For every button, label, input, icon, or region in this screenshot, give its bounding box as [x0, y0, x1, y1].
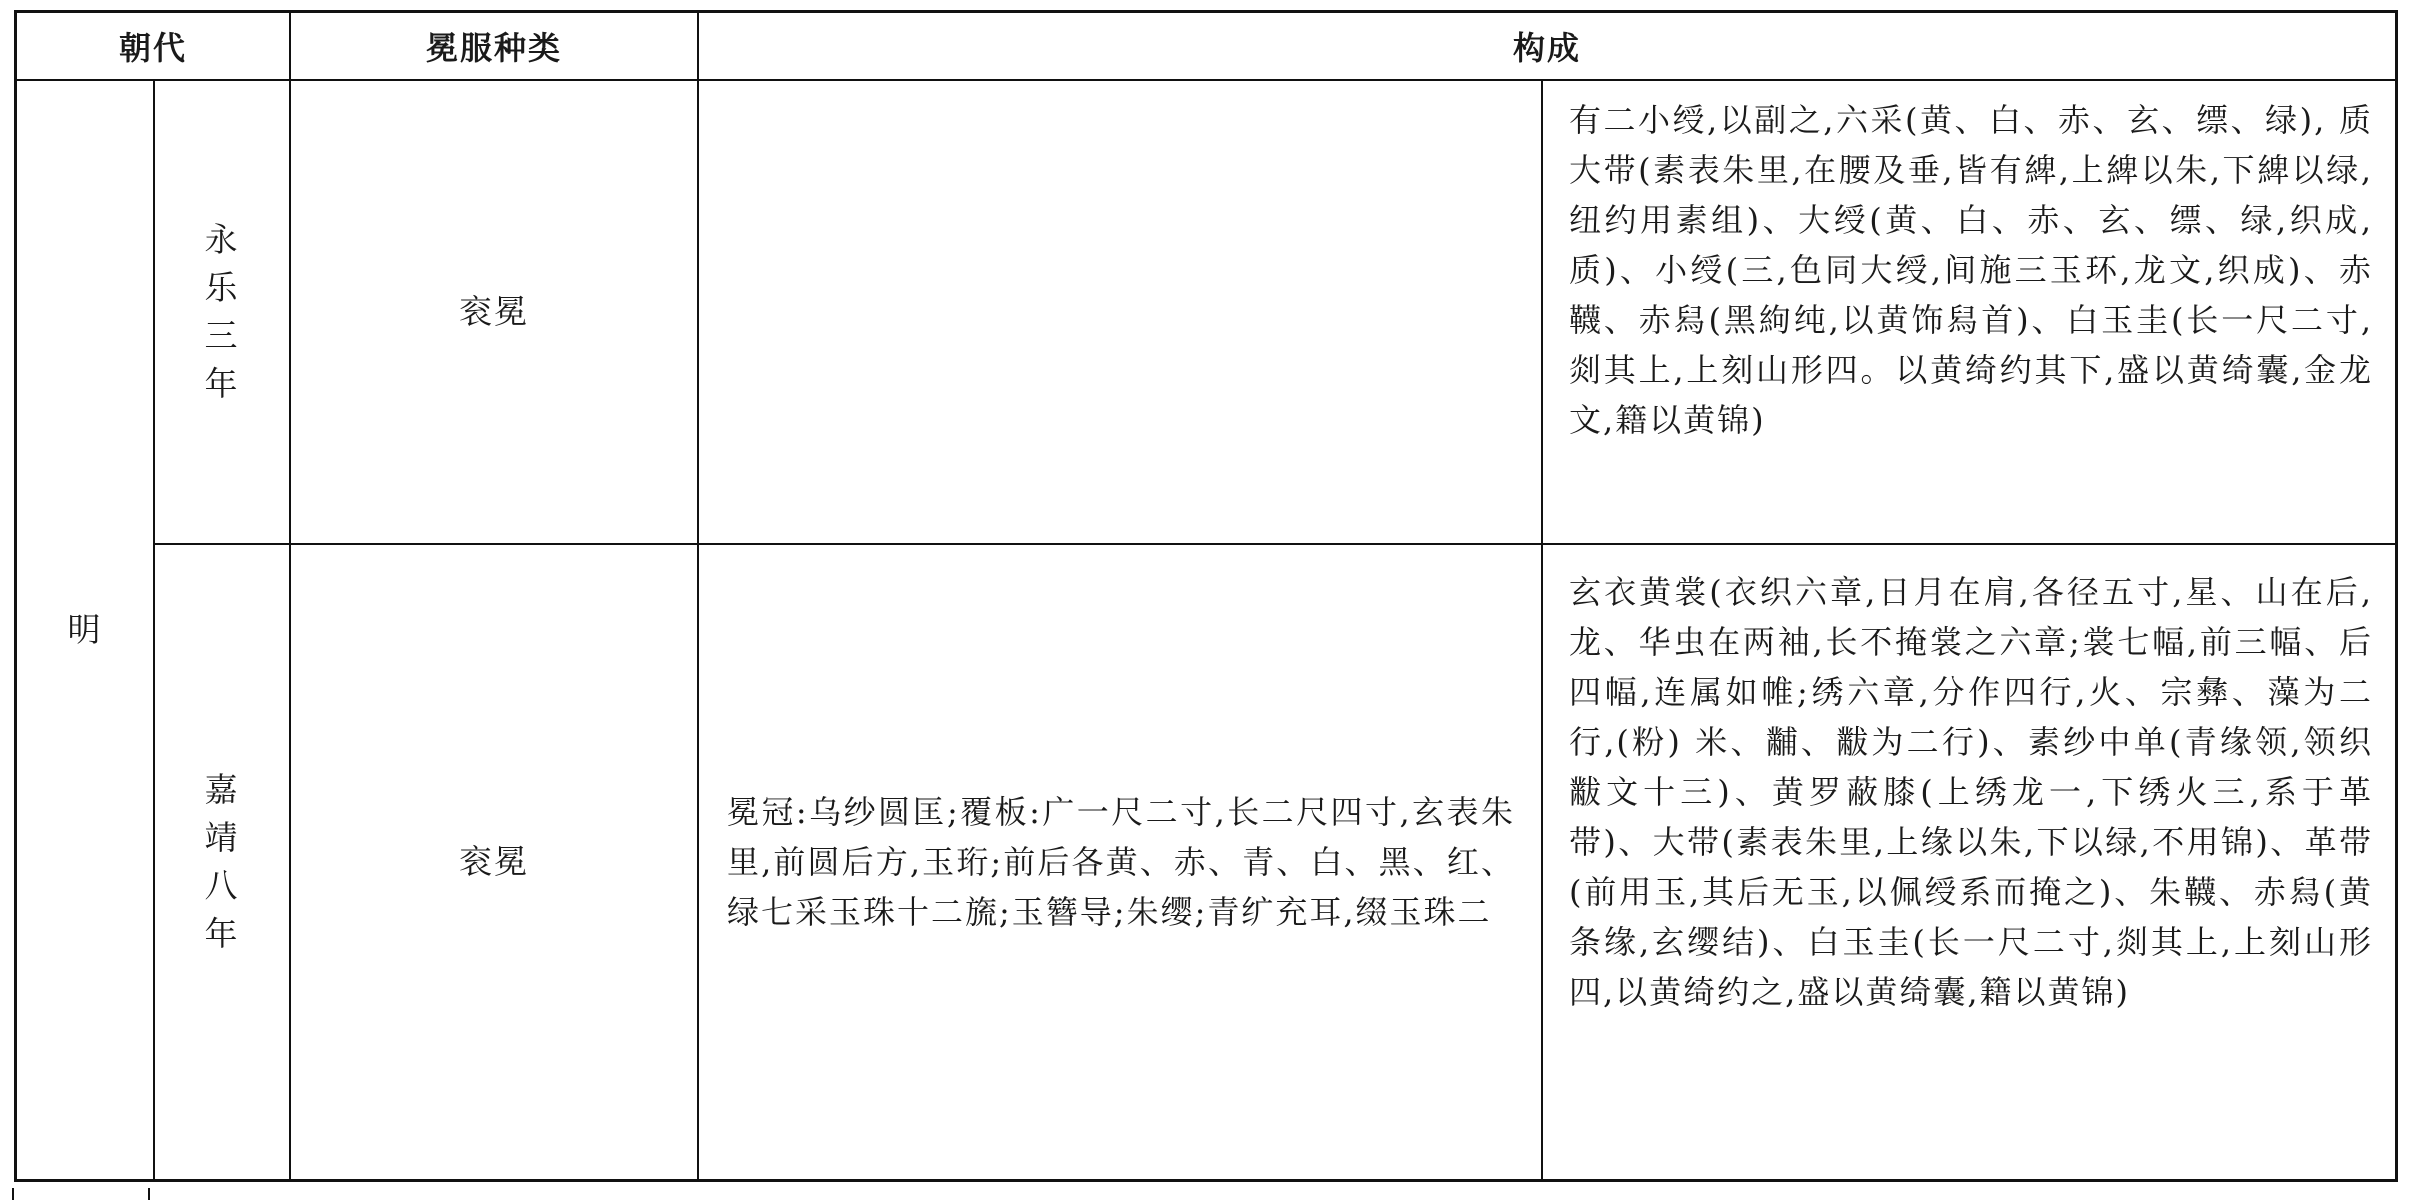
composition-cell: 有二小绶,以副之,六采(黄、白、赤、玄、缥、绿), 质大带(素表朱里,在腰及垂,皆有綼,上綼以朱,下綼以绿,纽约用素组)、大绶(黄、白、赤、玄、缥、绿,织成, 质)、小绶(三,色同大绶,间施三玉环,龙文,织成)、赤韈、赤舄(黑絇纯,以黄饰舄首)、白玉圭(长一尺二寸,剡其上,上刻山形四。以黄绮约其下,盛以黄绮囊,金龙文,籍以黄锦): [1569, 101, 2373, 439]
type-cell: 衮冕: [459, 292, 529, 331]
page-edge-marks: [12, 1186, 152, 1200]
type-cell: 衮冕: [459, 842, 529, 881]
header-type: 冕服种类: [425, 29, 562, 67]
year-label: 嘉靖八年: [204, 770, 240, 953]
crown-cell: [699, 81, 1541, 543]
year-label: 永乐三年: [204, 220, 240, 403]
header-composition: 构成: [1512, 29, 1581, 67]
composition-cell: 玄衣黄裳(衣织六章,日月在肩,各径五寸,星、山在后,龙、华虫在两袖,长不掩裳之六章;裳七幅,前三幅、后四幅,连属如帷;绣六章,分作四行,火、宗彝、藻为二行,(粉) 米、黼、黻为二行)、素纱中单(青缘领,领织黻文十三)、黄罗蔽膝(上绣龙一,下绣火三,系于革带)、大带(素表朱里,上缘以朱,下以绿,不用锦)、革带(前用玉,其后无玉,以佩绶系而掩之)、朱韈、赤舄(黄条缘,玄缨结)、白玉圭(长一尺二寸,剡其上,上刻山形四,以黄绮约之,盛以黄绮囊,籍以黄锦): [1569, 573, 2373, 1011]
edge-tick: [12, 1188, 14, 1200]
costume-table: [14, 10, 2398, 1182]
crown-cell: [699, 545, 1541, 1179]
year-cell: [155, 81, 289, 543]
dynasty-cell: 明: [67, 610, 103, 649]
header-dynasty: 朝代: [118, 29, 187, 67]
year-cell: [155, 545, 289, 1179]
edge-tick: [148, 1188, 150, 1200]
crown-text: 冕冠:乌纱圆匡;覆板:广一尺二寸,长二尺四寸,玄表朱里,前圆后方,玉珩;前后各黄、赤、青、白、黑、红、绿七采玉珠十二旒;玉簪导;朱缨;青纩充耳,缀玉珠二: [727, 793, 1515, 931]
